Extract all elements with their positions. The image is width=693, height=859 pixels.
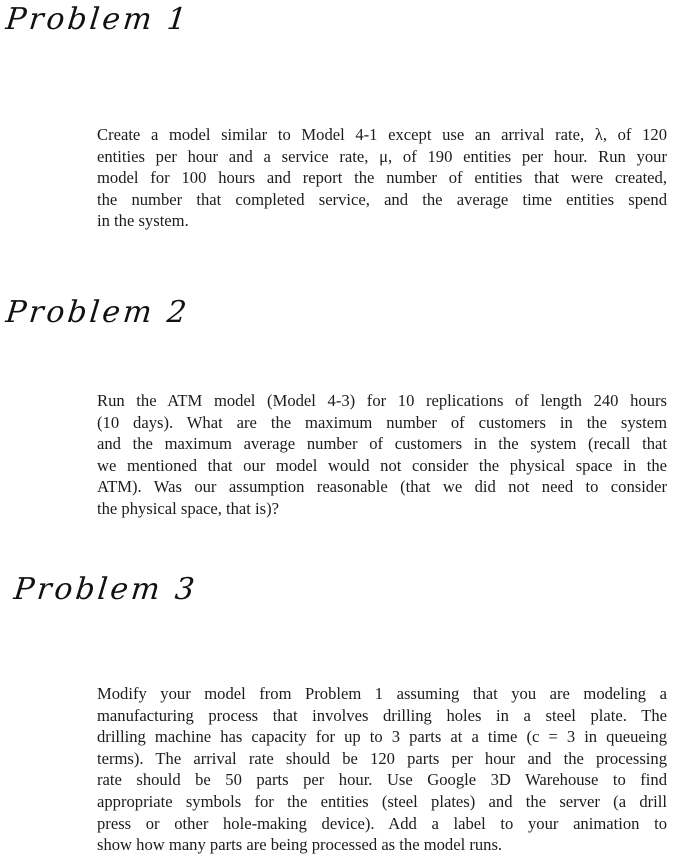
text-line: press or other hole-making device). Add a label to your animation to <box>97 813 667 833</box>
text-line: entities per hour and a service rate, μ, of 190 entities per hour. Run your <box>97 146 667 166</box>
text-line: show how many parts are being processed as the model runs. <box>97 835 503 855</box>
problem-2-heading: Problem 2 <box>4 295 192 330</box>
problem-1-heading: Problem 1 <box>4 2 192 37</box>
text-line: model for 100 hours and report the number of entities that were created, <box>97 168 667 188</box>
text-line: rate should be 50 parts per hour. Use Google 3D Warehouse to find <box>97 770 667 790</box>
text-line: appropriate symbols for the entities (steel plates) and the server (a drill <box>97 791 667 811</box>
text-line: the physical space, that is)? <box>97 498 280 518</box>
problem-2-text <box>97 390 667 520</box>
problem-1-text <box>97 124 667 232</box>
text-line: the number that completed service, and the average time entities spend <box>97 189 667 209</box>
text-line: Create a model similar to Model 4-1 except use an arrival rate, λ, of 120 <box>97 125 667 144</box>
text-line: (10 days). What are the maximum number of customers in the system <box>97 412 667 432</box>
problem-3-text <box>97 683 667 856</box>
text-line: and the maximum average number of customers in the system (recall that <box>97 434 667 454</box>
text-line: drilling machine has capacity for up to 3 parts at a time (c = 3 in queueing <box>97 727 667 747</box>
text-line: manufacturing process that involves drilling holes in a steel plate. The <box>97 705 667 725</box>
text-line: in the system. <box>97 211 189 231</box>
text-line: ATM). Was our assumption reasonable (that we did not need to consider <box>97 477 667 497</box>
text-line: we mentioned that our model would not consider the physical space in the <box>97 455 667 475</box>
problem-3-heading: Problem 3 <box>12 572 200 607</box>
text-line: Modify your model from Problem 1 assuming that you are modeling a <box>97 684 667 703</box>
text-line: terms). The arrival rate should be 120 parts per hour and the processing <box>97 748 667 768</box>
text-line: Run the ATM model (Model 4-3) for 10 replications of length 240 hours <box>97 391 667 410</box>
